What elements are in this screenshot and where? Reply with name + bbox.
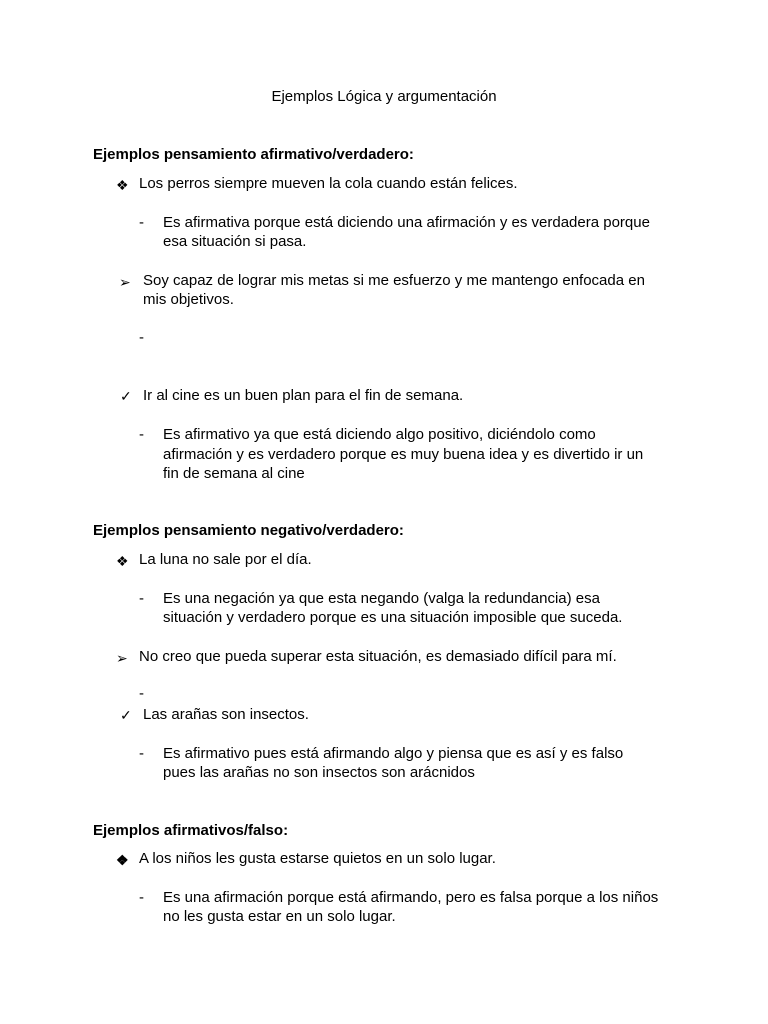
- sub-item-line: Es una afirmación porque está afirmando, pero es falsa porque a los niños: [163, 889, 659, 906]
- sub-item-line: afirmación y es verdadero porque es muy buena idea y es divertido ir un: [163, 446, 644, 463]
- section-heading-affirmative-true: Ejemplos pensamiento afirmativo/verdadero:: [93, 146, 414, 163]
- dash-marker: -: [139, 214, 144, 231]
- dash-marker: -: [139, 426, 144, 443]
- list-item-continuation: mis objetivos.: [143, 291, 234, 308]
- list-item: La luna no sale por el día.: [139, 551, 312, 568]
- dash-marker: -: [139, 329, 144, 346]
- dash-marker: -: [139, 745, 144, 762]
- dash-marker: -: [139, 685, 144, 702]
- list-item: No creo que pueda superar esta situación, es demasiado difícil para mí.: [139, 648, 617, 665]
- diamond-bullet-icon: ❖: [116, 177, 129, 193]
- sub-item-line: Es una negación ya que esta negando (valga la redundancia) esa: [163, 590, 600, 607]
- section-heading-affirmative-false: Ejemplos afirmativos/falso:: [93, 822, 289, 839]
- list-item: Las arañas son insectos.: [143, 706, 309, 723]
- checkmark-bullet-icon: ✓: [120, 707, 132, 723]
- sub-item-line: no les gusta estar en un solo lugar.: [163, 908, 396, 925]
- arrowhead-bullet-icon: ➢: [116, 650, 128, 666]
- list-item: Los perros siempre mueven la cola cuando están felices.: [139, 175, 518, 192]
- arrowhead-bullet-icon: ➢: [119, 274, 131, 290]
- sub-item-line: situación y verdadero porque es una situación imposible que suceda.: [163, 609, 623, 626]
- dash-marker: -: [139, 590, 144, 607]
- list-item: Ir al cine es un buen plan para el fin de semana.: [143, 387, 464, 404]
- sub-item-line: Es afirmativo ya que está diciendo algo positivo, diciéndolo como: [163, 426, 596, 443]
- sub-item-line: Es afirmativo pues está afirmando algo y piensa que es así y es falso: [163, 745, 624, 762]
- dash-marker: -: [139, 889, 144, 906]
- diamond-bullet-icon: ❖: [116, 553, 129, 569]
- list-item: A los niños les gusta estarse quietos en un solo lugar.: [139, 850, 496, 867]
- sub-item-line: fin de semana al cine: [163, 465, 305, 482]
- checkmark-bullet-icon: ✓: [120, 388, 132, 404]
- section-heading-negative-true: Ejemplos pensamiento negativo/verdadero:: [93, 522, 404, 539]
- sub-item-line: pues las arañas no son insectos son arácnidos: [163, 764, 475, 781]
- diamond-bullet-icon: ❖: [116, 852, 129, 868]
- sub-item-line: esa situación si pasa.: [163, 233, 307, 250]
- sub-item-line: Es afirmativa porque está diciendo una afirmación y es verdadera porque: [163, 214, 650, 231]
- document-title: Ejemplos Lógica y argumentación: [271, 88, 497, 105]
- list-item: Soy capaz de lograr mis metas si me esfuerzo y me mantengo enfocada en: [143, 272, 645, 289]
